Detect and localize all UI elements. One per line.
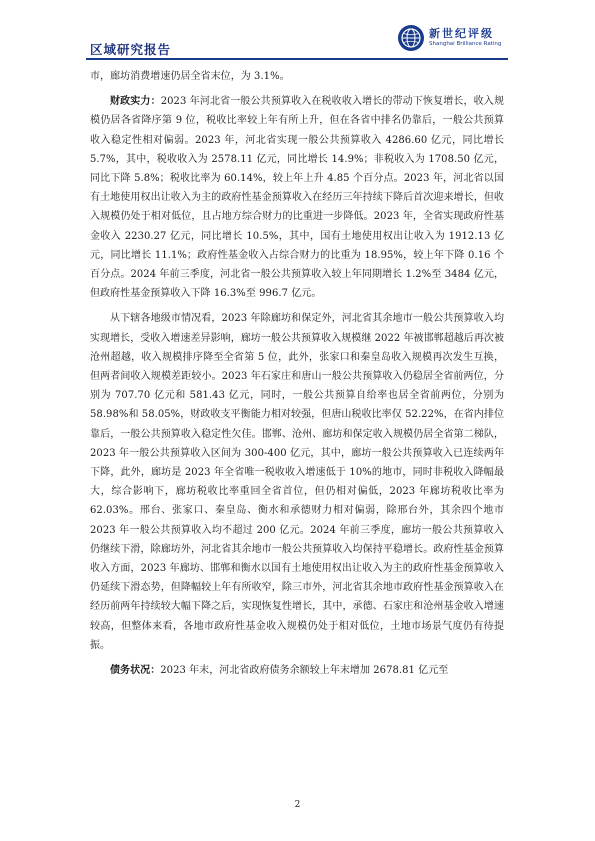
report-body [90,67,504,686]
brand-logo [398,23,513,55]
logo-english-name: Shanghai Brilliance Rating [429,41,502,47]
paragraph-consumption-tail [90,67,504,86]
section-lead-debt: 债务状况： [110,665,161,677]
report-title: 区域研究报告 [90,42,172,57]
paragraph-text: 从下辖各地级市情况看，2023 年除廊坊和保定外，河北省其余地市一般公共预算收入均实现增长，受收入增速差异影响，廊坊一般公共预算收入规模继 2022 年被邯郸超越后再次被沧州超越，收入规模排序降至全省第 5 位，此外，张家口和秦皇岛收入规模再次发生互换，但两者间收入规模差距较小。2023 年石家庄和唐山一般公共预算收入仍稳居全省前两位，分别为 707.70 亿元和 581.43 亿元，同时，一般公共预算自给率也居全省前两位，分别为 58.98%和 58.05%，财政收支平衡能力相对较强，但唐山税收比率仅 52.22%，在省内排位靠后，一般公共预算收入稳定性欠佳。邯郸、沧州、廊坊和保定收入规模仍居全省第二梯队，2023 年一般公共预算收入区间为 300-400 亿元，其中，廊坊一般公共预算收入已连续两年下降，此外，廊坊是 2023 年全省唯一税收收入增速低于 10%的地市，同时非税收入降幅最大，综合影响下，廊坊税收比率重回全省首位，但仍相对偏低，2023 年廊坊税收比率为 62.03%。邢台、张家口、秦皇岛、衡水和承德财力相对偏弱，除邢台外，其余四个地市 2023 年一般公共预算收入均不超过 200 亿元。2024 年前三季度，廊坊一般公共预算收入仍继续下滑，除廊坊外，河北省其余地市一般公共预算收入均保持平稳增长。政府性基金预算收入方面，2023 年廊坊、邯郸和衡水以国有土地使用权出让收入为主的政府性基金预算收入仍延续下滑态势，但降幅较上年有所收窄，除三市外，河北省其余地市政府性基金预算收入在经历前两年持续较大幅下降之后，实现恢复性增长，其中，承德、石家庄和沧州基金收入增速较高，但整体来看，各地市政府性基金收入规模仍处于相对低位，土地市场景气度仍有待提振。 [90,313,505,651]
page-header [0,0,595,62]
globe-emblem-icon [398,25,424,51]
paragraph-text: 2023 年河北省一般公共预算收入在税收收入增长的带动下恢复增长，收入规模仍居各省降序第 9 位，税收比率较上年有所上升，但在各省中排名仍靠后，一般公共预算收入稳定性相对偏弱。2023 年，河北省实现一般公共预算收入 4286.60 亿元，同比增长 5.7%，其中，税收收入为 2578.11 亿元，同比增长 14.9%；非税收入为 1708.50 亿元，同比下降 5.8%；税收比率为 60.14%，较上年上升 4.85 个百分点。2023 年，河北省以国有土地使用权出让收入为主的政府性基金预算收入在经历三年持续下降后首次迎来增长，但收入规模仍处于相对低位，且占地方综合财力的比重进一步降低。2023 年，全省实现政府性基金收入 2230.27 亿元，同比增长 10.5%，其中，国有土地使用权出让收入为 1912.13 亿元，同比增长 11.1%；政府性基金收入占综合财力的比重为 18.95%，较上年下降 0.16 个百分点。2024 年前三季度，河北省一般公共预算收入较上年同期增长 1.2%至 3484 亿元，但政府性基金预算收入下降 16.3%至 996.7 亿元。 [90,96,504,300]
header-divider [86,58,508,60]
paragraph-text: 市，廊坊消费增速仍居全省末位，为 3.1%。 [90,71,290,82]
paragraph-prefecture-cities [90,309,504,655]
logo-chinese-name: 新世纪评级 [429,27,494,40]
paragraph-debt-status [90,661,504,680]
section-lead-fiscal: 财政实力： [110,96,161,108]
paragraph-fiscal-strength [90,92,504,303]
paragraph-text: 2023 年末，河北省政府债务余额较上年末增加 2678.81 亿元至 [160,665,449,677]
page-number: 2 [294,800,301,810]
